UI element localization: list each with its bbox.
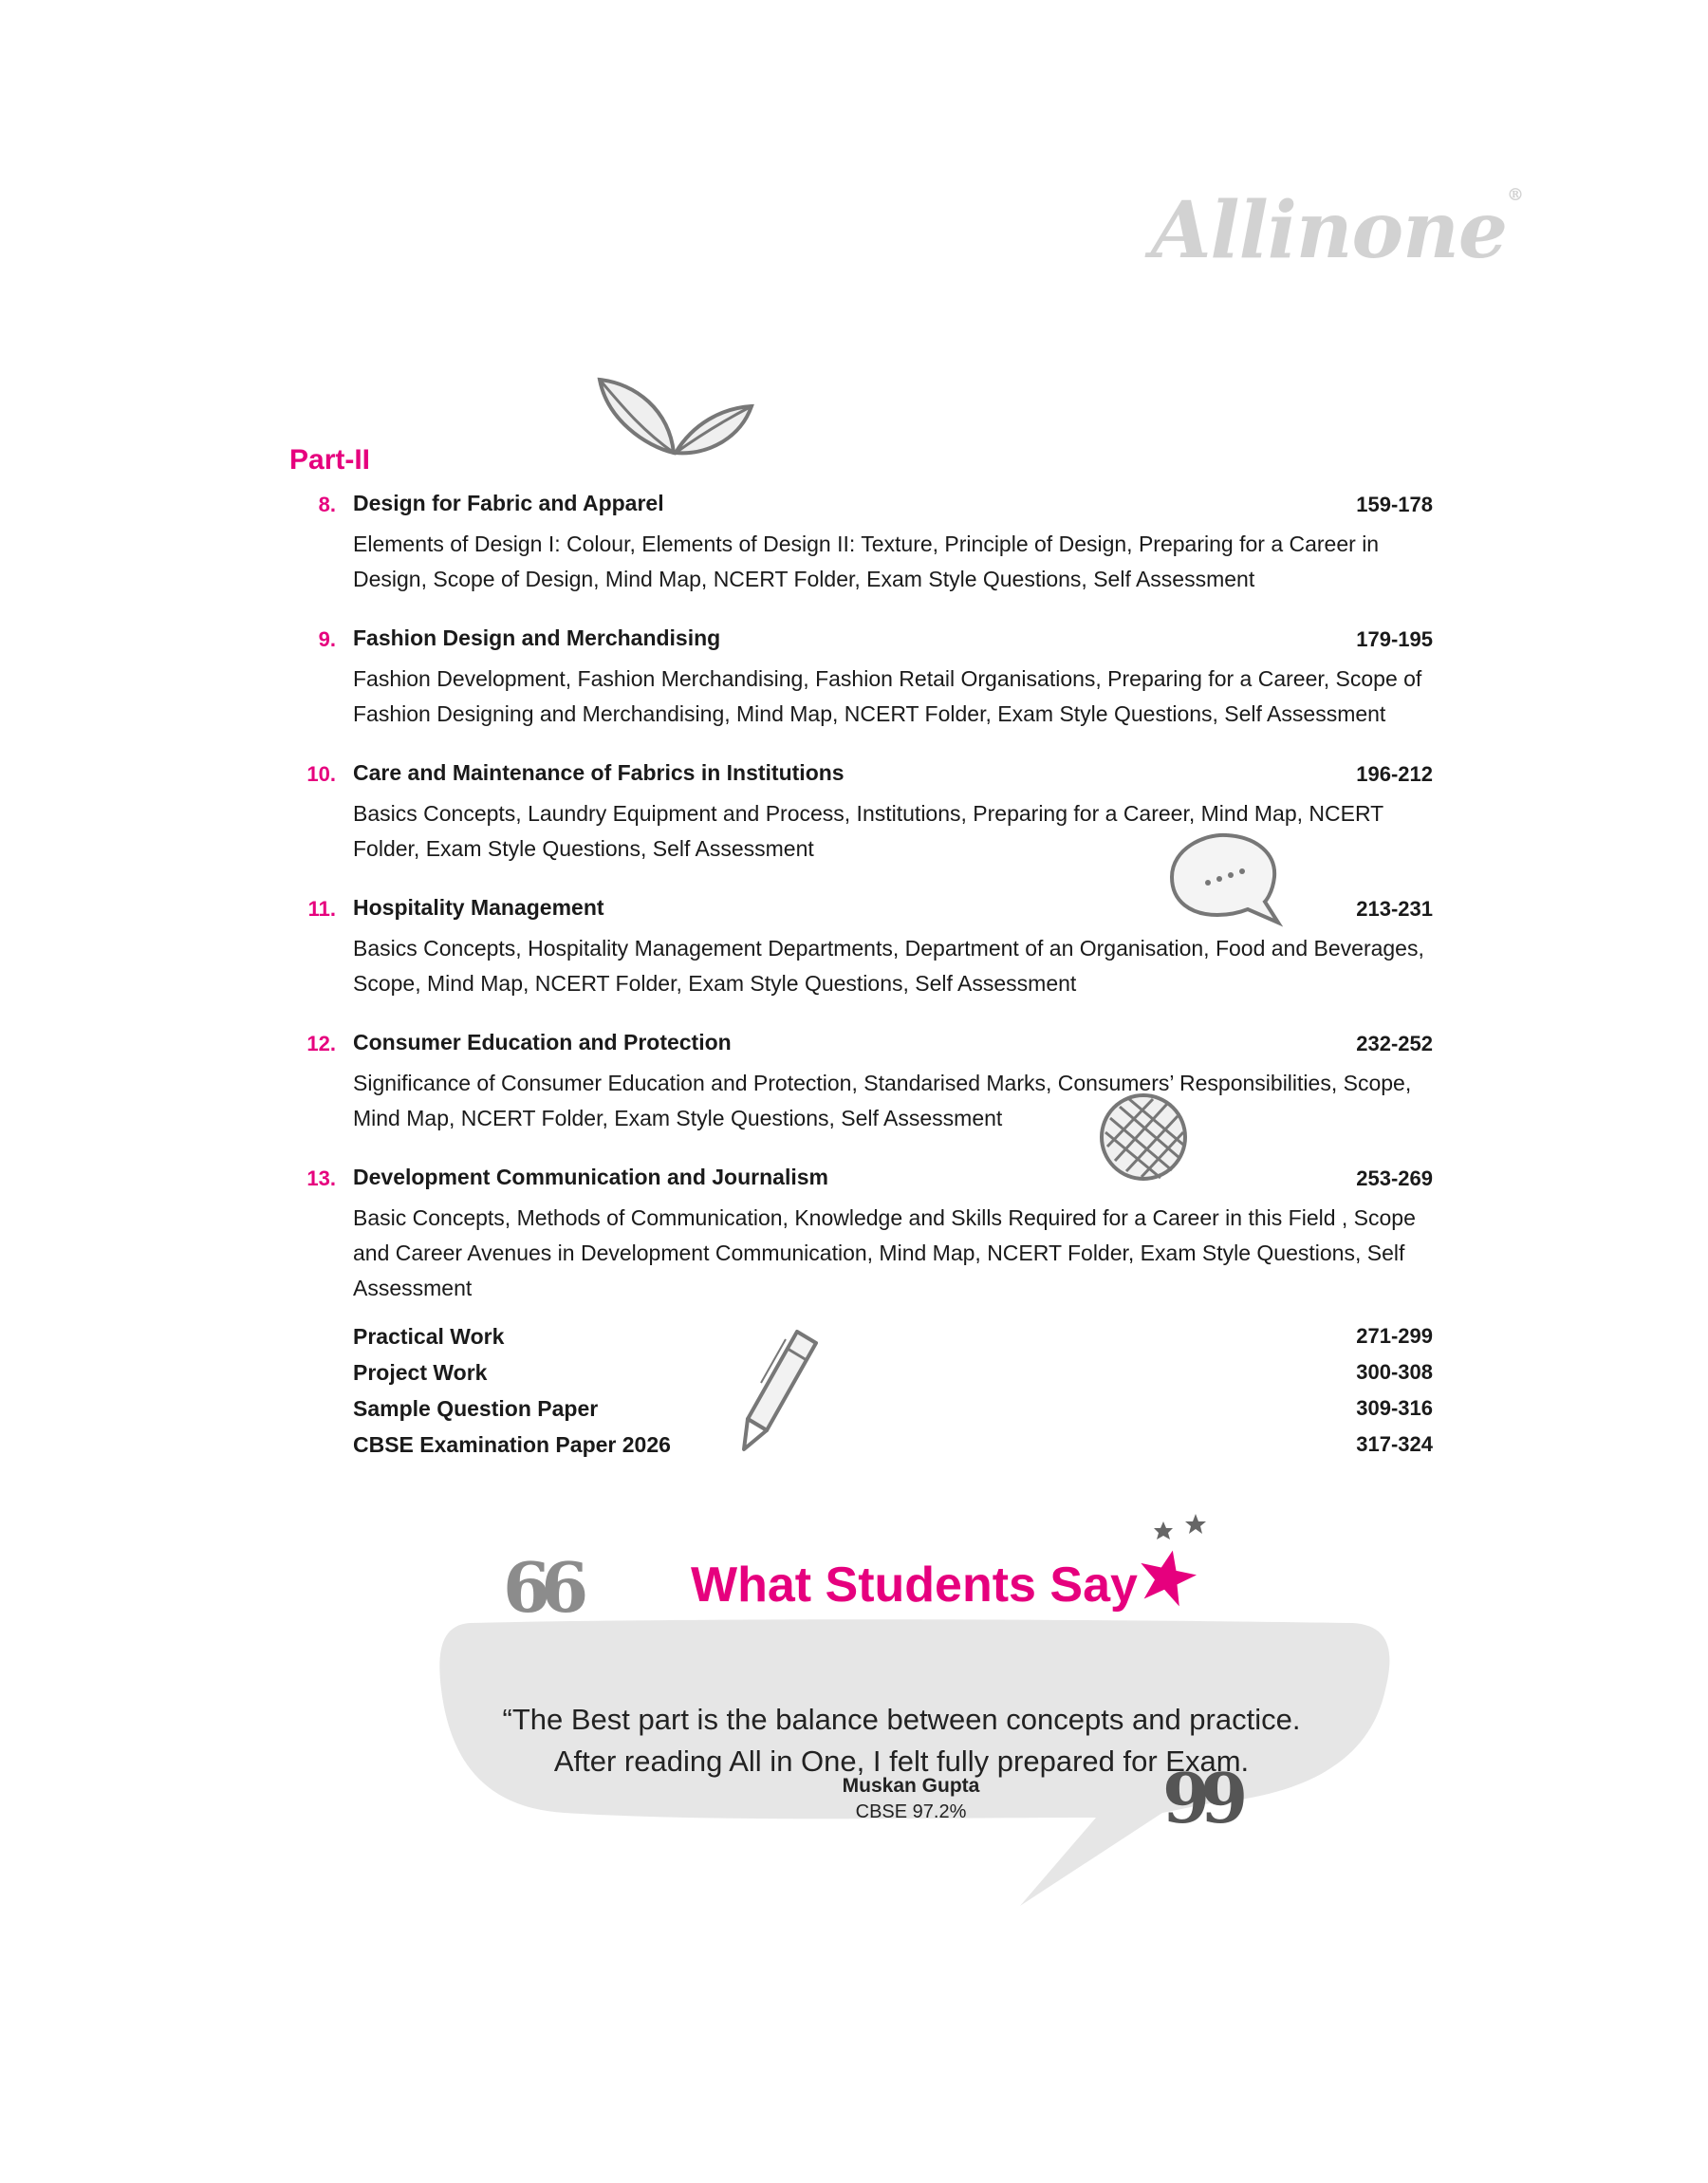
extra-title: CBSE Examination Paper 2026 (353, 1432, 671, 1457)
extra-entry (353, 1432, 1433, 1468)
close-quote-mark: 99 (1162, 1758, 1239, 1838)
brand-logo (1151, 185, 1523, 276)
chapter-number: 13. (306, 1166, 336, 1190)
globe-icon (1096, 1090, 1191, 1185)
chapter-title: Hospitality Management (353, 895, 604, 920)
quote-line-2: After reading All in One, I felt fully prepared for Exam. (553, 1745, 1250, 1778)
chapter-description: Basic Concepts, Methods of Communication, Knowledge and Skills Required for a Career in this Field , Scope and Career Avenues in Development Communication, Mind Map, NCERT Folder, Exam Style Questions, Self Assessment (353, 1205, 1416, 1300)
chapter-pages: 232-252 (1356, 1032, 1433, 1055)
toc-entry (285, 624, 1433, 732)
extra-pages: 309-316 (1356, 1396, 1433, 1420)
quote-line-1: “The Best part is the balance between concepts and practice. (502, 1703, 1301, 1736)
extra-title: Project Work (353, 1360, 488, 1385)
star-icon (1137, 1514, 1232, 1618)
chapter-number: 8. (318, 493, 336, 516)
part-title: Part-II (289, 444, 371, 476)
chapter-title: Design for Fabric and Apparel (353, 491, 664, 515)
logo-text: Allinone (1150, 185, 1507, 276)
chapter-title: Development Communication and Journalism (353, 1165, 828, 1189)
chapter-number: 12. (306, 1032, 336, 1055)
chapter-description: Basics Concepts, Hospitality Management Departments, Department of an Organisation, Food and Beverages, Scope, Mind Map, NCERT Folder, Exam Style Questions, Self Assessment (353, 936, 1424, 996)
chapter-pages: 159-178 (1356, 493, 1433, 516)
logo-registered-mark: ® (1507, 185, 1523, 205)
extra-sections (353, 1324, 1433, 1468)
toc-entry (285, 1163, 1433, 1306)
extra-entry (353, 1360, 1433, 1396)
chapter-description: Significance of Consumer Education and Protection, Standarised Marks, Consumers’ Responsibilities, Scope, Mind Map, NCERT Folder, Exam Style Questions, Self Assessment (353, 1071, 1412, 1130)
leaf-icon (588, 372, 759, 467)
chapter-pages: 213-231 (1356, 897, 1433, 921)
chapter-title: Consumer Education and Protection (353, 1030, 732, 1054)
chapter-pages: 253-269 (1356, 1166, 1433, 1190)
extra-pages: 271-299 (1356, 1324, 1433, 1348)
chapter-description: Basics Concepts, Laundry Equipment and Process, Institutions, Preparing for a Career, Mind Map, NCERT Folder, Exam Style Questions, Self Assessment (353, 801, 1383, 861)
toc-entry (285, 489, 1433, 597)
student-name: Muskan Gupta (842, 1775, 980, 1797)
chapter-number: 10. (306, 762, 336, 786)
chapter-description: Elements of Design I: Colour, Elements of Design II: Texture, Principle of Design, Preparing for a Career in Design, Scope of Design, Mind Map, NCERT Folder, Exam Style Questions, Self Assessment (353, 532, 1380, 591)
toc-entry (285, 1028, 1433, 1136)
extra-pages: 300-308 (1356, 1360, 1433, 1384)
speech-bubble-icon (1153, 828, 1286, 932)
chapter-pages: 196-212 (1356, 762, 1433, 786)
chapter-title: Fashion Design and Merchandising (353, 625, 721, 650)
extra-title: Practical Work (353, 1324, 505, 1349)
extra-title: Sample Question Paper (353, 1396, 599, 1421)
pencil-icon (731, 1324, 826, 1457)
extra-pages: 317-324 (1356, 1432, 1433, 1456)
testimonial-heading: What Students Say (691, 1558, 1138, 1613)
chapter-pages: 179-195 (1356, 627, 1433, 651)
chapter-number: 11. (307, 897, 336, 921)
extra-entry (353, 1396, 1433, 1432)
extra-entry (353, 1324, 1433, 1360)
chapter-number: 9. (318, 627, 336, 651)
chapter-description: Fashion Development, Fashion Merchandising, Fashion Retail Organisations, Preparing for a Career, Scope of Fashion Designing and Merchandising, Mind Map, NCERT Folder, Exam Style Questions, Self Assessment (353, 666, 1422, 726)
chapter-title: Care and Maintenance of Fabrics in Institutions (353, 760, 845, 785)
open-quote-mark: 66 (503, 1547, 580, 1628)
student-score: CBSE 97.2% (855, 1801, 967, 1822)
